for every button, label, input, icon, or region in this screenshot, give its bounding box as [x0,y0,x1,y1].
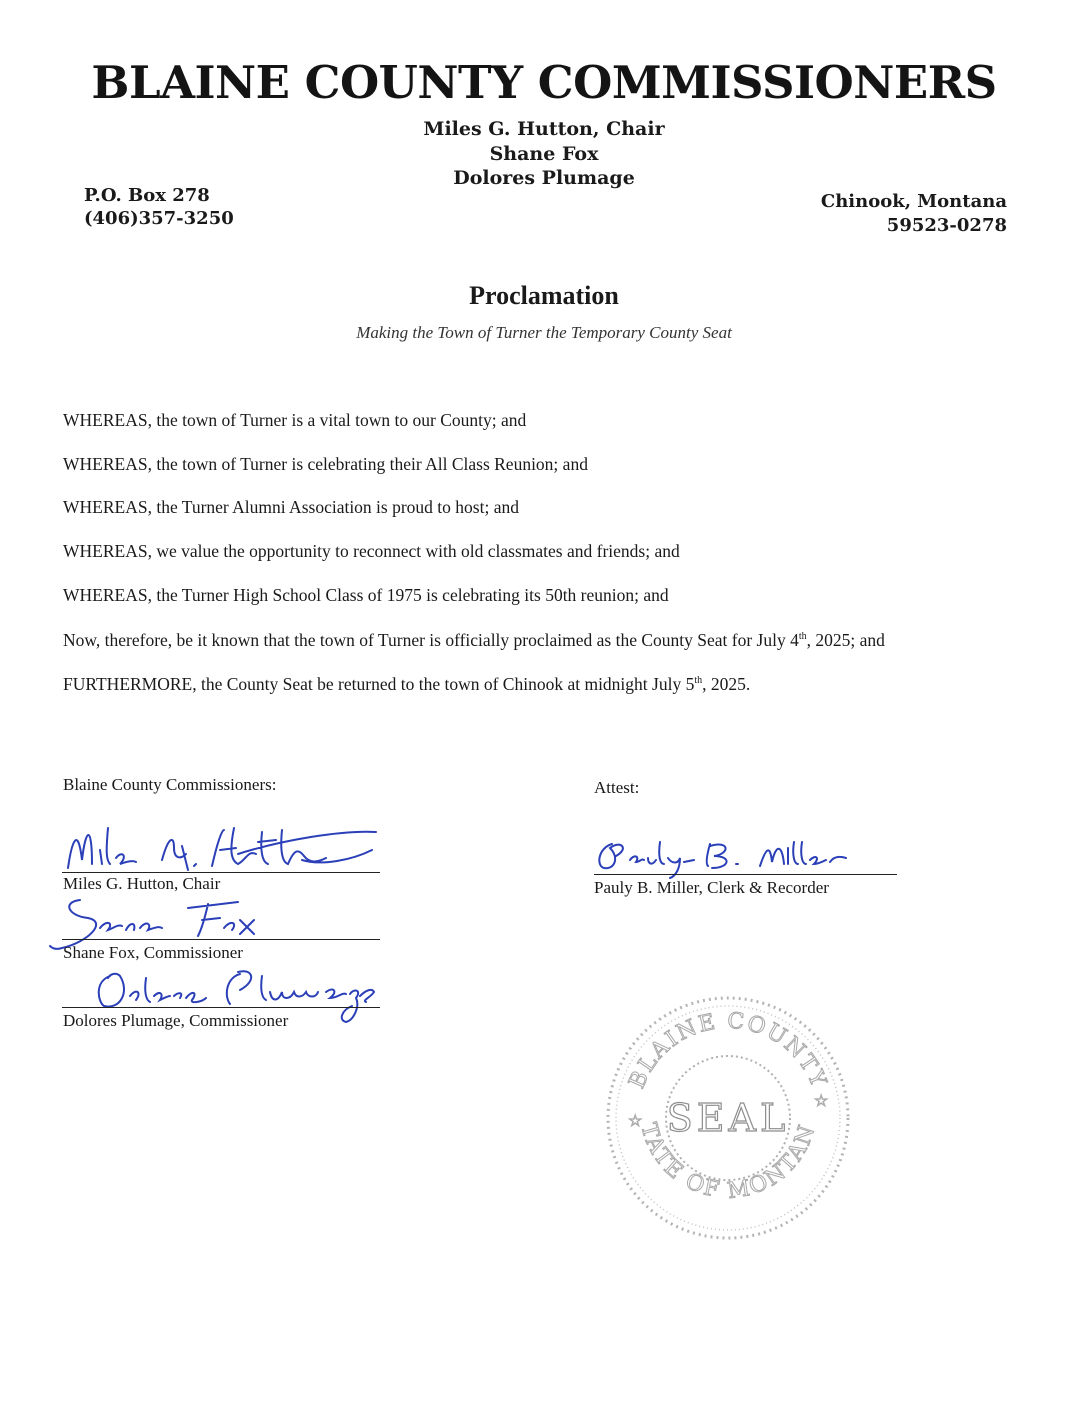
signature-line [62,939,380,940]
city-state: Chinook, Montana [820,191,1007,212]
zip-code: 59523-0278 [886,215,1007,236]
signature-line [594,874,897,875]
whereas-clause: WHEREAS, the Turner Alumni Association is proud to host; and [63,497,519,517]
signer-name: Dolores Plumage, Commissioner [63,1011,289,1030]
seal-center-text: SEAL [666,1096,790,1140]
furthermore-clause: FURTHERMORE, the County Seat be returned to the town of Chinook at midnight July 5th, 2025. [63,674,751,694]
proclamation-subtitle: Making the Town of Turner the Temporary County Seat [356,323,732,342]
attester-name: Pauly B. Miller, Clerk & Recorder [594,878,829,897]
commissioners-label: Blaine County Commissioners: [63,775,277,794]
signer-name: Shane Fox, Commissioner [63,943,243,962]
whereas-clause: WHEREAS, the town of Turner is celebrating their All Class Reunion; and [63,454,588,474]
county-seal [598,988,858,1253]
signature-line [62,872,380,873]
seal-star-icon: ☆ [628,1113,643,1130]
letterhead-title: BLAINE COUNTY COMMISSIONERS [91,56,997,109]
phone-number: (406)357-3250 [84,208,234,229]
whereas-clause: WHEREAS, we value the opportunity to reconnect with old classmates and friends; and [63,541,680,561]
now-therefore-clause: Now, therefore, be it known that the town of Turner is officially proclaimed as the County Seat for July 4th, 2025; and [63,630,885,650]
whereas-clause: WHEREAS, the Turner High School Class of 1975 is celebrating its 50th reunion; and [63,585,669,605]
po-box: P.O. Box 278 [84,185,210,206]
whereas-clause: WHEREAS, the town of Turner is a vital town to our County; and [63,410,527,430]
signature-line [62,1007,380,1008]
proclamation-title: Proclamation [469,281,619,310]
member-chair: Miles G. Hutton, Chair [423,118,665,140]
signer-name: Miles G. Hutton, Chair [63,874,221,893]
member-commissioner-2: Dolores Plumage [453,167,635,189]
seal-star-icon: ☆ [814,1093,829,1110]
seal-bottom-text: TATE OF MONTAN [635,1120,821,1205]
member-commissioner-1: Shane Fox [489,143,599,165]
seal-top-text: BLAINE COUNTY [624,1008,832,1093]
attest-label: Attest: [594,778,640,797]
